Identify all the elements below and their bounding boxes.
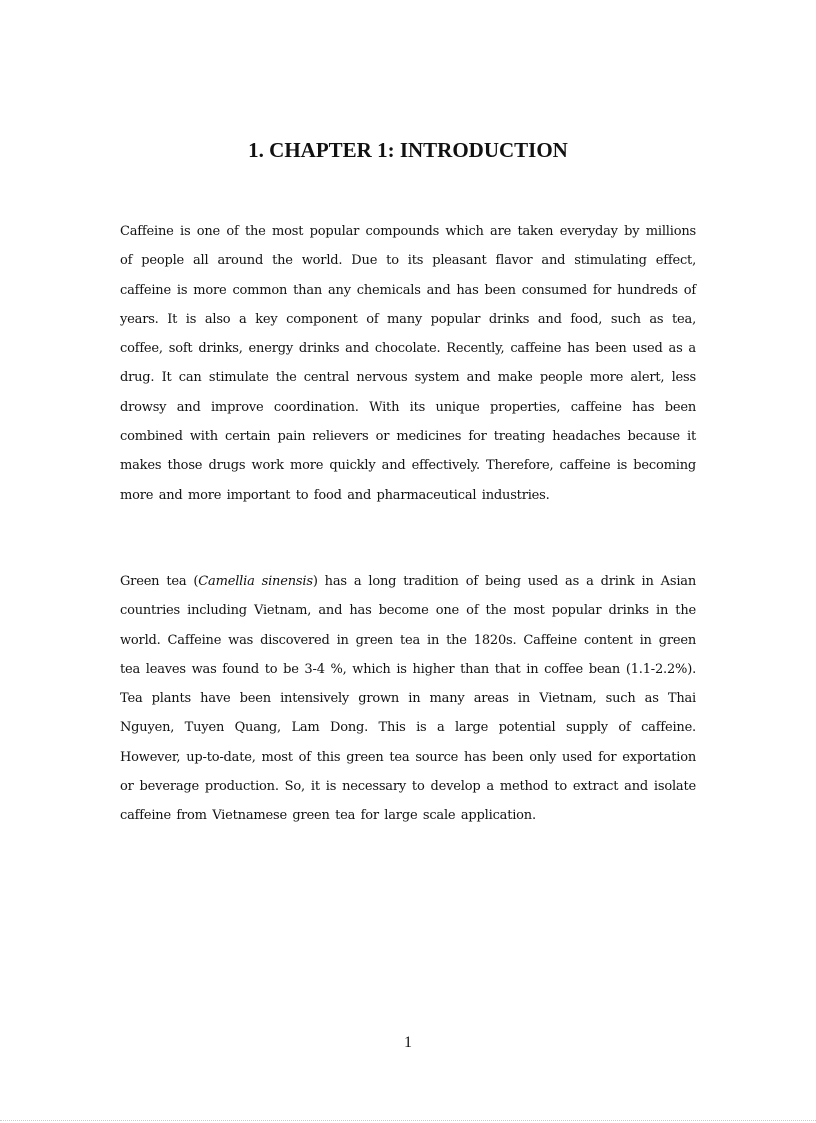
page-number: 1 xyxy=(404,1034,412,1051)
species-name-italic: Camellia sinensis xyxy=(198,574,313,589)
page-bottom-edge xyxy=(0,1120,816,1121)
intro-paragraph-caffeine: Caffeine is one of the most popular compounds which are taken everyday by millions of people all around the world. Due to its pleasant flavor and stimulating effect, caffeine is more common than any chemicals and has been consumed for hundreds of years. It is also a key component of many popular drinks and food, such as tea, coffee, soft drinks, energy drinks and chocolate. Recently, caffeine has been used as a drug. It can stimulate the central nervous system and make people more alert, less drowsy and improve coordination. With its unique properties, caffeine has been combined with certain pain relievers or medicines for treating headaches because it makes those drugs work more quickly and effectively. Therefore, caffeine is becoming more and more important to food and pharmaceutical industries. xyxy=(120,224,696,503)
paragraph-text-segment: Green tea ( xyxy=(120,574,199,589)
chapter-title: 1. CHAPTER 1: INTRODUCTION xyxy=(248,138,568,162)
paragraph-text-segment: ) has a long tradition of being used as a drink in Asian countries including Vietnam, and has become one of the most popular drinks in the world. Caffeine was discovered in green tea in the 1820s. Caffeine content in green tea leaves was found to be 3-4 %, which is higher than that in coffee bean (1.1-2.2%). Tea plants have been intensively grown in many areas in Vietnam, such as Thai Nguyen, Tuyen Quang, Lam Dong. This is a large potential supply of caffeine. However, up-to-date, most of this green tea source has been only used for exportation or beverage production. So, it is necessary to develop a method to extract and isolate caffeine from Vietnamese green tea for large scale application. xyxy=(120,574,697,824)
intro-paragraph-green-tea xyxy=(120,567,696,831)
